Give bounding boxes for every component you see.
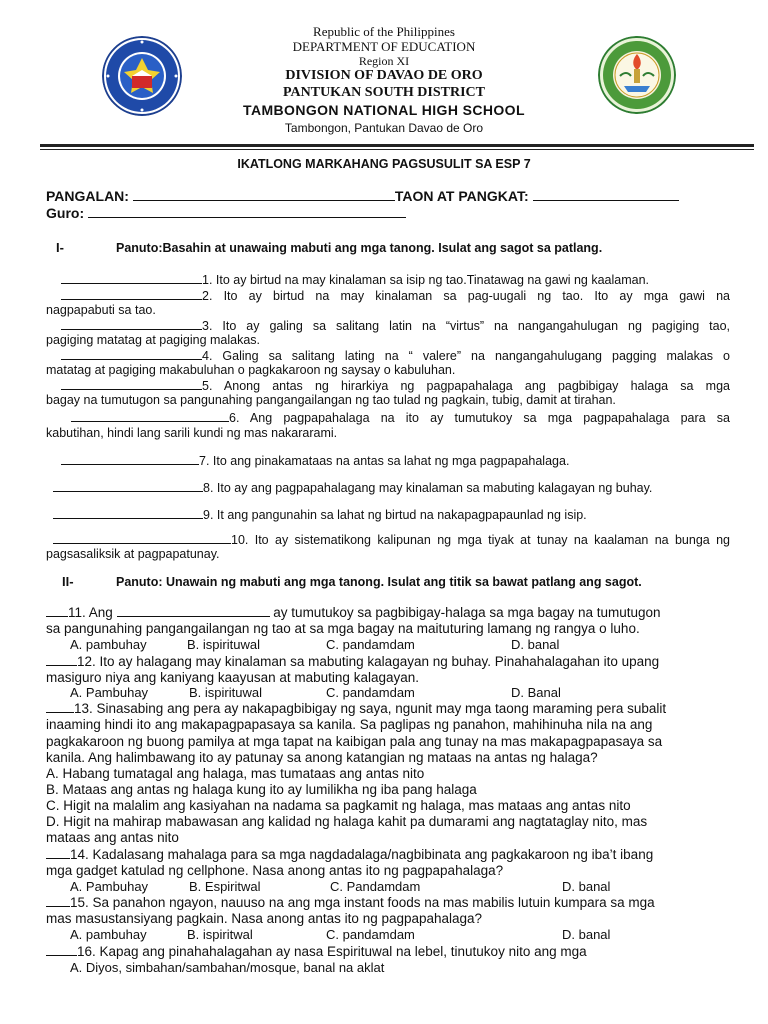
part1-question-2-cont: nagpapabuti sa tao. bbox=[46, 303, 156, 317]
part1-question-6-cont: kabutihan, hindi lang sarili kundi ng mas nakararami. bbox=[46, 426, 338, 440]
q14-option-c: C. Pandamdam bbox=[330, 879, 421, 894]
header-department: DEPARTMENT OF EDUCATION bbox=[292, 39, 476, 54]
part2-question-16: 16. Kapag ang pinahahalagahan ay nasa Espirituwal na lebel, tinutukoy nito ang mga bbox=[46, 944, 587, 960]
part2-question-12-cont: masiguro niya ang kaniyang kaayusan at mabuting kalagayan. bbox=[46, 670, 419, 685]
part1-question-2: 2. Ito ay birtud na may kinalaman sa pag-uugali ng tao. Ito ay mga gawi na bbox=[61, 288, 730, 304]
part1-question-6: 6. Ang pagpapahalaga na ito ay tumutukoy sa mga pagpapahalaga para sa bbox=[71, 410, 730, 426]
q13-option-c: C. Higit na malalim ang kasiyahan na nadama sa pagkamit ng halaga, mas mataas ang antas nito bbox=[46, 798, 631, 813]
q12-option-c: C. pandamdam bbox=[326, 685, 415, 700]
part2-question-13-line2: inaaming hindi ito ang makapagpapasaya sa kanila. Sa paglipas ng panahon, mahihinuha nila na ang bbox=[46, 717, 653, 732]
q15-option-b: B. ispiritwal bbox=[187, 927, 253, 942]
part2-question-14-cont: mga gadget katulad ng cellphone. Nasa anong antas ito ng pagpapahalaga? bbox=[46, 863, 504, 878]
part1-question-5: 5. Anong antas ng hirarkiya ng pagpapahalaga ang pagbibigay halaga sa mga bbox=[61, 378, 730, 394]
q13-option-b: B. Mataas ang antas ng halaga kung ito ay lumilikha ng iba pang halaga bbox=[46, 782, 477, 797]
answer-blank[interactable] bbox=[61, 288, 202, 300]
header-region: Region XI bbox=[358, 54, 410, 68]
q13-option-d: D. Higit na mahirap mabawasan ang kalidad ng halaga kahit pa dumarami ang nagtataglay nito, mas bbox=[46, 814, 648, 829]
fill-in-blank[interactable] bbox=[117, 605, 270, 617]
teacher-field[interactable] bbox=[46, 205, 406, 221]
section-1-heading bbox=[56, 240, 602, 255]
part2-question-11: 11. Ang ay tumutukoy sa pagbibigay-halaga sa mga bagay na tumutugon bbox=[46, 605, 661, 621]
part2-question-12: 12. Ito ay halagang may kinalaman sa mabuting kalagayan ng buhay. Pinahahalagahan ito upang bbox=[46, 654, 659, 670]
name-label: PANGALAN: bbox=[46, 188, 129, 204]
part1-question-1: 1. Ito ay birtud na may kinalaman sa isip ng tao.Tinatawag na gawi ng kaalaman. bbox=[61, 272, 649, 288]
name-blank[interactable] bbox=[133, 188, 395, 201]
q13-option-d-cont: mataas ang antas nito bbox=[46, 830, 179, 845]
q14-option-d: D. banal bbox=[562, 879, 611, 894]
teacher-label: Guro: bbox=[46, 205, 85, 221]
header-republic: Republic of the Philippines bbox=[313, 24, 455, 39]
answer-blank[interactable] bbox=[46, 701, 74, 713]
q14-option-a: A. Pambuhay bbox=[70, 879, 149, 894]
section-2-number: II- bbox=[62, 574, 74, 589]
q11-option-b: B. ispirituwal bbox=[187, 637, 260, 652]
answer-blank[interactable] bbox=[61, 318, 202, 330]
header-school-name: TAMBONGON NATIONAL HIGH SCHOOL bbox=[243, 102, 525, 118]
part1-question-4: 4. Galing sa salitang lating na “ valere” na nangangahulugang pagging malakas o bbox=[61, 348, 730, 364]
answer-blank[interactable] bbox=[46, 654, 77, 666]
part1-question-4-cont: matatag at pagiging makabuluhan o pagkakaroon ng saysay o kabuluhan. bbox=[46, 363, 456, 377]
name-field[interactable] bbox=[46, 188, 679, 204]
part2-question-14: 14. Kadalasang mahalaga para sa mga nagdadalaga/nagbibinata ang pagkakaroon ng iba’t ibang bbox=[46, 847, 653, 863]
header-district: PANTUKAN SOUTH DISTRICT bbox=[283, 85, 485, 100]
q11-option-c: C. pandamdam bbox=[326, 637, 415, 652]
q11-option-a: A. pambuhay bbox=[70, 637, 147, 652]
part1-question-5-cont: bagay na tumutugon sa pangunahing pangangailangan ng tao tulad ng pagkain, tubig, damit at tirahan. bbox=[46, 393, 616, 407]
part2-question-13-line3: pagkakaroon ng buong pamilya at mga tapat na kaibigan pala ang tunay na mas makapagpapasaya sa bbox=[46, 734, 663, 749]
part1-question-10-cont: pagsasaliksik at pagpapatunay. bbox=[46, 547, 220, 561]
year-section-blank[interactable] bbox=[533, 188, 679, 201]
part2-question-11-cont: sa pangunahing pangangailangan ng tao at sa mga bagay na maituturing lamang ng rangya o luho. bbox=[46, 621, 640, 636]
answer-blank[interactable] bbox=[46, 895, 70, 907]
year-label: TAON AT PANGKAT: bbox=[394, 188, 529, 204]
section-2-instruction: Panuto: Unawain ng mabuti ang mga tanong. Isulat ang titik sa bawat patlang ang sagot. bbox=[116, 575, 642, 589]
answer-blank[interactable] bbox=[46, 944, 77, 956]
section-1-instruction: Panuto:Basahin at unawaing mabuti ang mga tanong. Isulat ang sagot sa patlang. bbox=[116, 241, 603, 255]
header-divider-thin bbox=[40, 149, 754, 150]
header-address: Tambongon, Pantukan Davao de Oro bbox=[284, 121, 484, 135]
part1-question-10: 10. Ito ay sistematikong kalipunan ng mga tiyak at tunay na kaalaman na bunga ng bbox=[53, 532, 730, 548]
answer-blank[interactable] bbox=[61, 348, 202, 360]
answer-blank[interactable] bbox=[53, 507, 203, 519]
exam-title: IKATLONG MARKAHANG PAGSUSULIT SA ESP 7 bbox=[237, 157, 531, 171]
part2-question-13-line4: kanila. Ang halimbawang ito ay patunay sa anong katangian ng mataas na antas ng halaga? bbox=[46, 750, 598, 765]
q15-option-c: C. pandamdam bbox=[326, 927, 415, 942]
section-2-heading bbox=[62, 574, 642, 589]
q15-option-a: A. pambuhay bbox=[70, 927, 147, 942]
q14-option-b: B. Espiritwal bbox=[189, 879, 261, 894]
answer-blank[interactable] bbox=[71, 410, 229, 422]
part1-question-3-cont: pagiging matatag at pagiging malakas. bbox=[46, 333, 261, 347]
part2-question-13: 13. Sinasabing ang pera ay nakapagbibigay ng saya, ngunit may mga taong maraming pera subalit bbox=[46, 701, 666, 717]
q15-option-d: D. banal bbox=[562, 927, 611, 942]
answer-blank[interactable] bbox=[61, 453, 199, 465]
answer-blank[interactable] bbox=[46, 605, 68, 617]
part2-question-15-cont: mas masustansiyang pagkain. Nasa anong antas ito ng pagpapahalaga? bbox=[46, 911, 483, 926]
answer-blank[interactable] bbox=[53, 532, 231, 544]
header-divider-thick bbox=[40, 144, 754, 147]
part1-question-9: 9. It ang pangunahin sa lahat ng birtud na nakapagpapaunlad ng isip. bbox=[53, 507, 587, 523]
answer-blank[interactable] bbox=[46, 847, 70, 859]
teacher-blank[interactable] bbox=[88, 205, 406, 218]
q12-option-b: B. ispirituwal bbox=[189, 685, 262, 700]
answer-blank[interactable] bbox=[53, 480, 203, 492]
q12-option-d: D. Banal bbox=[511, 685, 561, 700]
section-1-number: I- bbox=[56, 240, 64, 255]
part2-question-15: 15. Sa panahon ngayon, nauuso na ang mga instant foods na mas mabilis lutuin kumpara sa mga bbox=[46, 895, 655, 911]
part1-question-8: 8. Ito ay ang pagpapahalagang may kinalaman sa mabuting kalagayan ng buhay. bbox=[53, 480, 652, 496]
part1-question-7: 7. Ito ang pinakamataas na antas sa lahat ng mga pagpapahalaga. bbox=[61, 453, 569, 469]
q13-option-a: A. Habang tumatagal ang halaga, mas tumataas ang antas nito bbox=[46, 766, 425, 781]
part1-question-3: 3. Ito ay galing sa salitang latin na “virtus” na nangangahulugan ng pagiging tao, bbox=[61, 318, 730, 334]
header-division: DIVISION OF DAVAO DE ORO bbox=[285, 68, 483, 83]
q11-option-d: D. banal bbox=[511, 637, 560, 652]
answer-blank[interactable] bbox=[61, 378, 202, 390]
q16-option-a: A. Diyos, simbahan/sambahan/mosque, banal na aklat bbox=[70, 960, 385, 975]
q12-option-a: A. Pambuhay bbox=[70, 685, 149, 700]
answer-blank[interactable] bbox=[61, 272, 202, 284]
